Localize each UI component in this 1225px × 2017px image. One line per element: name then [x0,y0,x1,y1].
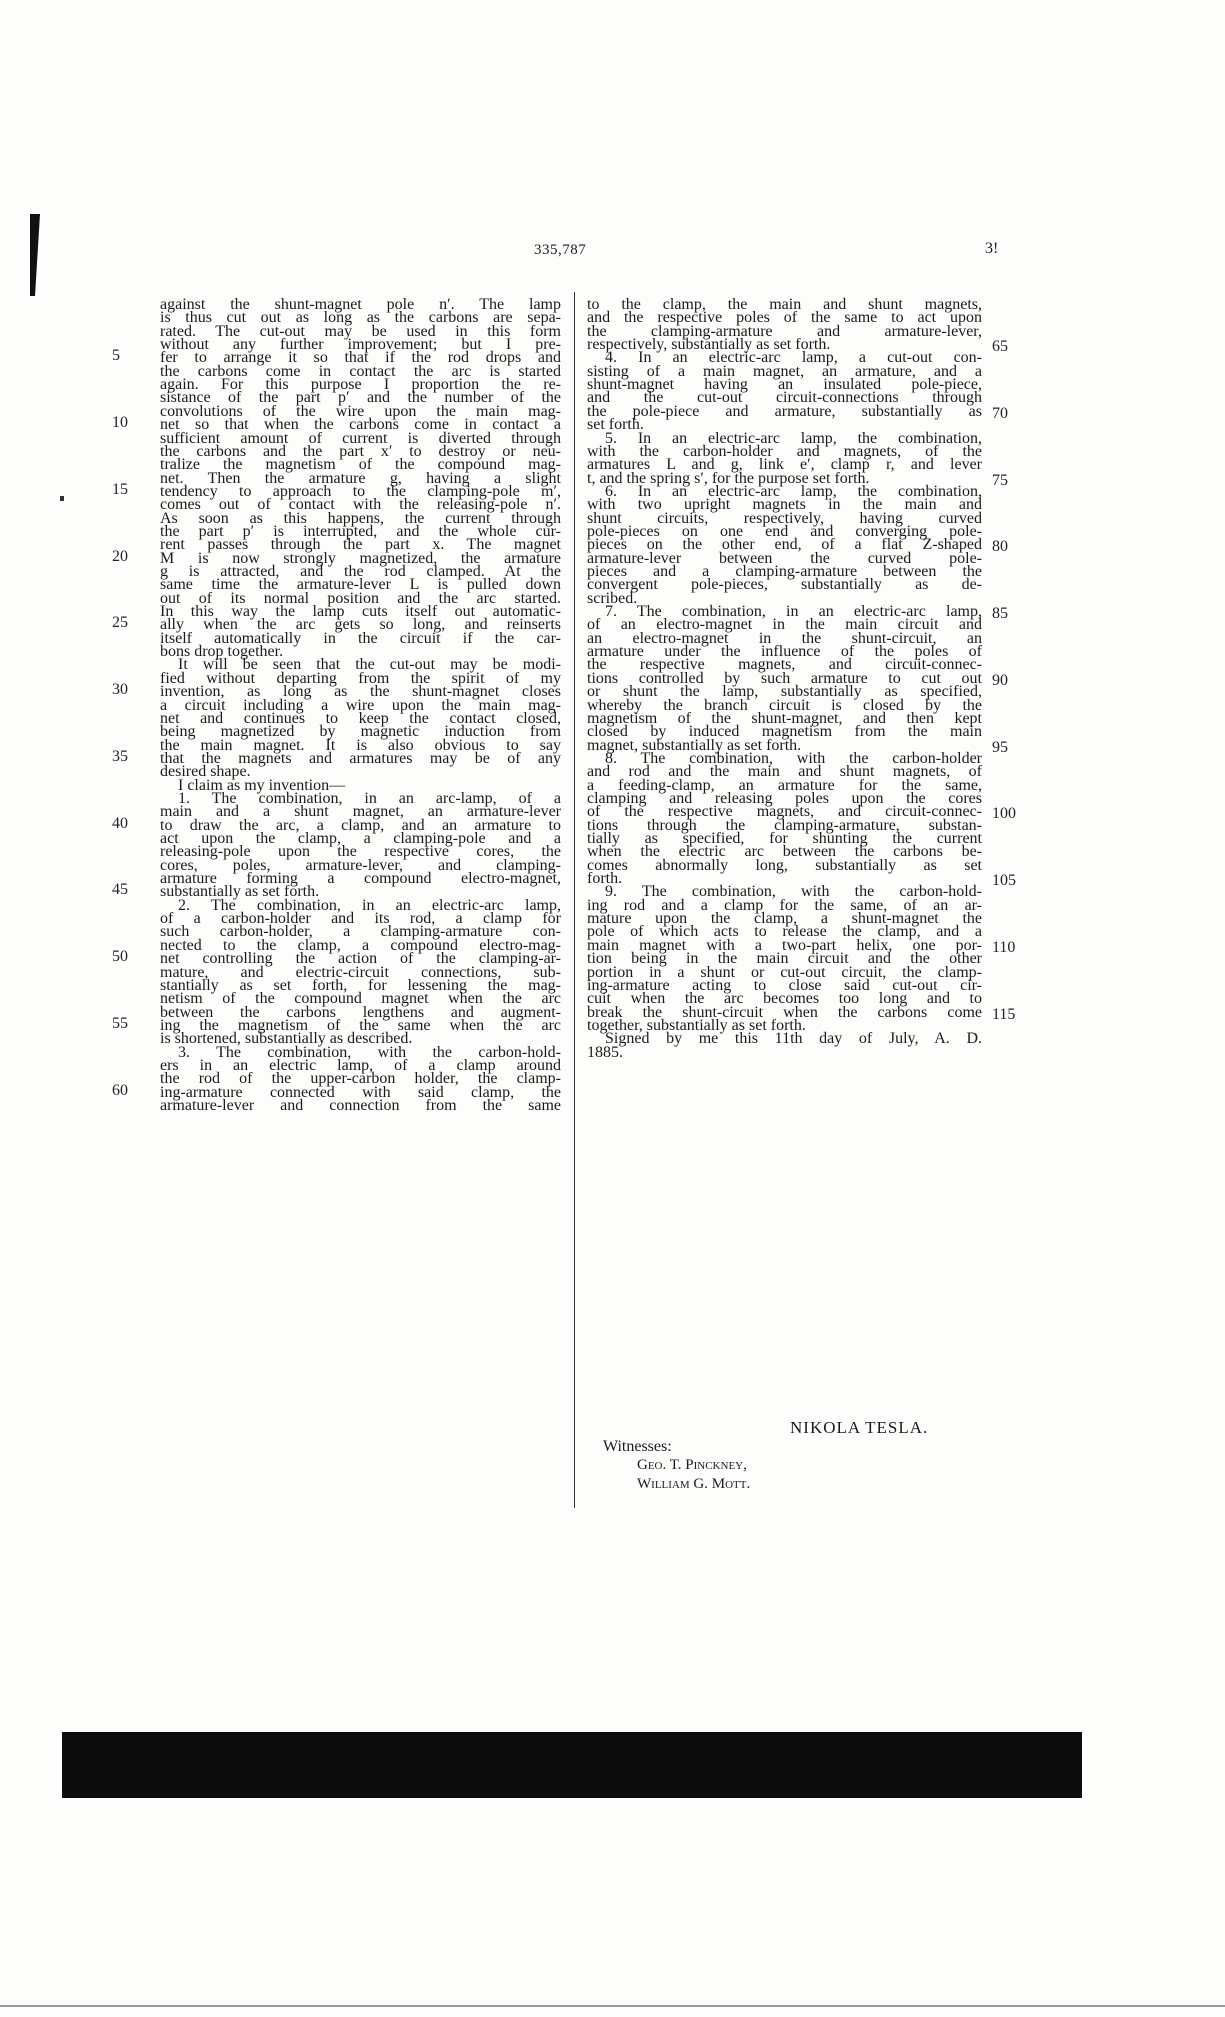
text-line: a feeding-clamp, an armature for the same, [587,776,982,794]
text-line: armature under the influence of the poles of [587,643,982,661]
text-line: an electro-magnet in the shunt-circuit, an [587,629,982,647]
text-line: 1. The combination, in an arc-lamp, of a [178,789,561,807]
text-line: pole of which acts to release the clamp, and a [587,923,982,941]
text-line: shunt circuits, respectively, having curved [587,509,982,527]
line-number: 5 [112,347,120,365]
text-line: ing-armature acting to close said cut-out cir- [587,976,982,994]
witnesses-label: Witnesses: [603,1438,672,1455]
text-line: such carbon-holder, a clamping-armature con- [160,923,561,941]
text-line: itself automatically in the circuit if the car- [160,629,561,647]
text-line: netism of the compound magnet when the arc [160,990,561,1008]
text-line: with the carbon-holder and magnets, of the [587,442,982,460]
text-line: mature, and electric-circuit connections, sub- [160,963,561,981]
text-line: and the respective poles of the same to act upon [587,309,982,327]
text-line: of an electro-magnet in the main circuit and [587,616,982,634]
text-line: again. For this purpose I proportion the re- [160,376,561,394]
text-line: forth. [587,870,623,888]
text-line: is thus cut out as long as the carbons are sepa- [160,309,561,327]
text-line: act upon the clamp, a clamping-pole and a [160,830,561,847]
text-line: when the electric arc between the carbons be- [587,843,982,861]
line-number: 85 [992,605,1008,623]
text-line: the carbons come in contact the arc is started [160,362,561,380]
left-text-column [160,296,561,1526]
text-line: substantially as set forth. [160,883,320,901]
text-line: nected to the clamp, a compound electro-mag- [160,936,561,954]
text-line: same time the armature-lever L is pulled down [160,576,561,594]
line-number: 40 [112,814,128,832]
text-line: 6. In an electric-arc lamp, the combination, [605,482,982,500]
text-line: bons drop together. [160,643,284,661]
text-line: ing-armature connected with said clamp, the [160,1083,561,1101]
text-line: tion being in the main circuit and the other [587,950,982,968]
text-line: between the carbons lengthens and augment- [160,1003,561,1021]
text-line: sisting of a main magnet, an armature, and a [587,362,982,380]
text-line: 8. The combination, with the carbon-holder [605,749,982,767]
text-line: tially as specified, for shunting the current [587,830,982,847]
scan-speck [60,496,64,501]
text-line: ing the magnetism of the same when the arc [160,1016,561,1034]
text-line: mature upon the clamp, a shunt-magnet the [587,910,982,928]
text-line: rated. The cut-out may be used in this form [160,322,561,340]
text-line: respectively, substantially as set forth. [587,336,831,354]
text-line: stantially as set forth, for lessening the mag- [160,976,561,994]
text-line: M is now strongly magnetized, the armature [160,549,561,567]
text-line: the rod of the upper-carbon holder, the clamp- [160,1070,561,1088]
scan-black-bar [62,1732,1082,1798]
text-line: armature-lever between the curved pole- [587,549,982,567]
text-line: fied without departing from the spirit of my [160,669,561,687]
text-line: and rod and the main and shunt magnets, of [587,763,982,781]
text-line: of the respective magnets, and circuit-connec- [587,803,982,821]
text-line: tions through the clamping-armature, substan- [587,816,982,834]
text-line: magnetism of the shunt-magnet, and then kept [587,709,982,727]
column-divider [574,292,575,1508]
line-number: 60 [112,1081,128,1099]
text-line: net. Then the armature g, having a slight [160,469,561,487]
text-line: pieces and a clamping-armature between the [587,563,982,580]
scan-bottom-edge [0,2005,1225,2007]
line-number: 15 [112,480,128,498]
witness-name: Geo. T. Pinckney, [637,1457,747,1473]
text-line: with two upright magnets in the main and [587,496,982,514]
text-line: the carbons and the part x′ to destroy or neu- [160,442,561,460]
text-line: releasing-pole upon the respective cores, the [160,843,561,861]
line-number: 45 [112,881,128,899]
text-line: ing rod and a clamp for the same, of an ar- [587,896,982,914]
text-line: sistance of the part p′ and the number of the [160,389,561,407]
text-line: I claim as my invention— [178,776,346,794]
text-line: portion in a shunt or cut-out circuit, the clamp- [587,963,982,981]
line-number: 65 [992,338,1008,356]
text-line: the main magnet. It is also obvious to say [160,736,561,754]
text-line: cuit when the arc becomes too long and to [587,990,982,1008]
text-line: tralize the magnetism of the compound mag- [160,456,561,474]
text-line: comes out of contact with the releasing-pole n′. [160,496,561,514]
line-number: 80 [992,538,1008,556]
text-line: armature forming a compound electro-magnet, [160,870,561,888]
line-number: 90 [992,671,1008,689]
text-line: magnet, substantially as set forth. [587,736,802,754]
text-line: pieces on the other end, of a flat Z-shaped [587,536,982,554]
line-number: 105 [992,872,1016,890]
text-line: whereby the branch circuit is closed by the [587,696,982,714]
right-text-column [587,296,982,1526]
text-line: sufficient amount of current is diverted through [160,429,561,447]
text-line: or shunt the lamp, substantially as specified, [587,683,982,701]
text-line: without any further improvement; but I pre- [160,336,561,354]
text-line: convergent pole-pieces, substantially as de- [587,576,982,594]
text-line: g is attracted, and the rod clamped. At the [160,563,561,580]
line-number: 70 [992,404,1008,422]
text-line: net controlling the action of the clamping-ar- [160,950,561,968]
text-line: set forth. [587,416,644,434]
text-line: to the clamp, the main and shunt magnets, [587,296,982,313]
text-line: shunt-magnet having an insulated pole-piece, [587,376,982,394]
text-line: armatures L and g, link e′, clamp r, and lever [587,456,982,474]
line-number: 95 [992,738,1008,756]
text-line: that the magnets and armatures may be of any [160,749,561,767]
text-line: is shortened, substantially as described. [160,1030,413,1048]
text-line: invention, as long as the shunt-magnet closes [160,683,561,701]
text-line: the clamping-armature and armature-lever, [587,322,982,340]
text-line: main magnet with a two-part helix, one por- [587,936,982,954]
text-line: It will be seen that the cut-out may be modi- [178,656,561,674]
text-line: the pole-piece and armature, substantially as [587,402,982,420]
sheet-number: 3! [985,240,999,257]
line-number: 25 [112,614,128,632]
text-line: t, and the spring s′, for the purpose set forth. [587,469,870,487]
text-line: pole-pieces on one end and converging pole- [587,522,982,540]
text-line: out of its normal position and the arc started. [160,589,561,607]
text-line: main and a shunt magnet, an armature-lever [160,803,561,821]
line-number: 10 [112,414,128,432]
line-number: 115 [992,1005,1016,1023]
text-line: against the shunt-magnet pole n′. The lamp [160,296,561,313]
patent-number: 335,787 [534,242,587,258]
text-line: comes abnormally long, substantially as set [587,856,982,874]
line-number: 35 [112,747,128,765]
witness-name: William G. Mott. [637,1476,751,1492]
text-line: 2. The combination, in an electric-arc lamp, [178,896,561,914]
text-line: 7. The combination, in an electric-arc lamp, [605,603,982,621]
inventor-signature: NIKOLA TESLA. [790,1418,929,1437]
text-line: together, substantially as set forth. [587,1016,806,1034]
scan-edge-mark [30,214,40,296]
text-line: of a carbon-holder and its rod, a clamp for [160,910,561,928]
text-line: ers in an electric lamp, of a clamp around [160,1056,561,1074]
text-line: the respective magnets, and circuit-connec- [587,656,982,674]
line-number: 75 [992,471,1008,489]
text-line: 4. In an electric-arc lamp, a cut-out con- [605,349,982,367]
text-line: the part p′ is interrupted, and the whole cur- [160,522,561,540]
text-line: being magnetized by magnetic induction from [160,723,561,741]
text-line: net and continues to keep the contact closed, [160,709,561,727]
line-number: 55 [112,1014,128,1032]
text-line: a circuit including a wire upon the main mag- [160,696,561,714]
line-number: 50 [112,948,128,966]
text-line: In this way the lamp cuts itself out automatic- [160,603,561,621]
text-line: to draw the arc, a clamp, and an armature to [160,816,561,834]
text-line: break the shunt-circuit when the carbons come [587,1003,982,1021]
text-line: fer to arrange it so that if the rod drops and [160,349,561,367]
text-line: scribed. [587,589,638,607]
text-line: desired shape. [160,763,251,781]
text-line: clamping and releasing poles upon the cores [587,789,982,807]
line-number: 30 [112,681,128,699]
text-line: 1885. [587,1043,623,1061]
line-number: 110 [992,938,1016,956]
text-line: rent passes through the part x. The magnet [160,536,561,554]
text-line: 5. In an electric-arc lamp, the combination, [605,429,982,447]
text-line: convolutions of the wire upon the main mag- [160,402,561,420]
text-line: tendency to approach to the clamping-pole m′, [160,482,561,500]
line-number: 20 [112,547,128,565]
text-line: 3. The combination, with the carbon-hold- [178,1043,561,1061]
text-line: closed by induced magnetism from the main [587,723,982,741]
text-line: tions controlled by such armature to cut out [587,669,982,687]
text-line: and the cut-out circuit-connections through [587,389,982,407]
text-line: net so that when the carbons come in contact a [160,416,561,434]
text-line: cores, poles, armature-lever, and clamping- [160,856,561,874]
text-line: ally when the arc gets so long, and reinserts [160,616,561,634]
text-line: As soon as this happens, the current through [160,509,561,527]
line-number: 100 [992,805,1016,823]
text-line: armature-lever and connection from the same [160,1097,561,1114]
text-line: 9. The combination, with the carbon-hold- [605,883,982,901]
text-line: Signed by me this 11th day of July, A. D. [605,1030,982,1048]
